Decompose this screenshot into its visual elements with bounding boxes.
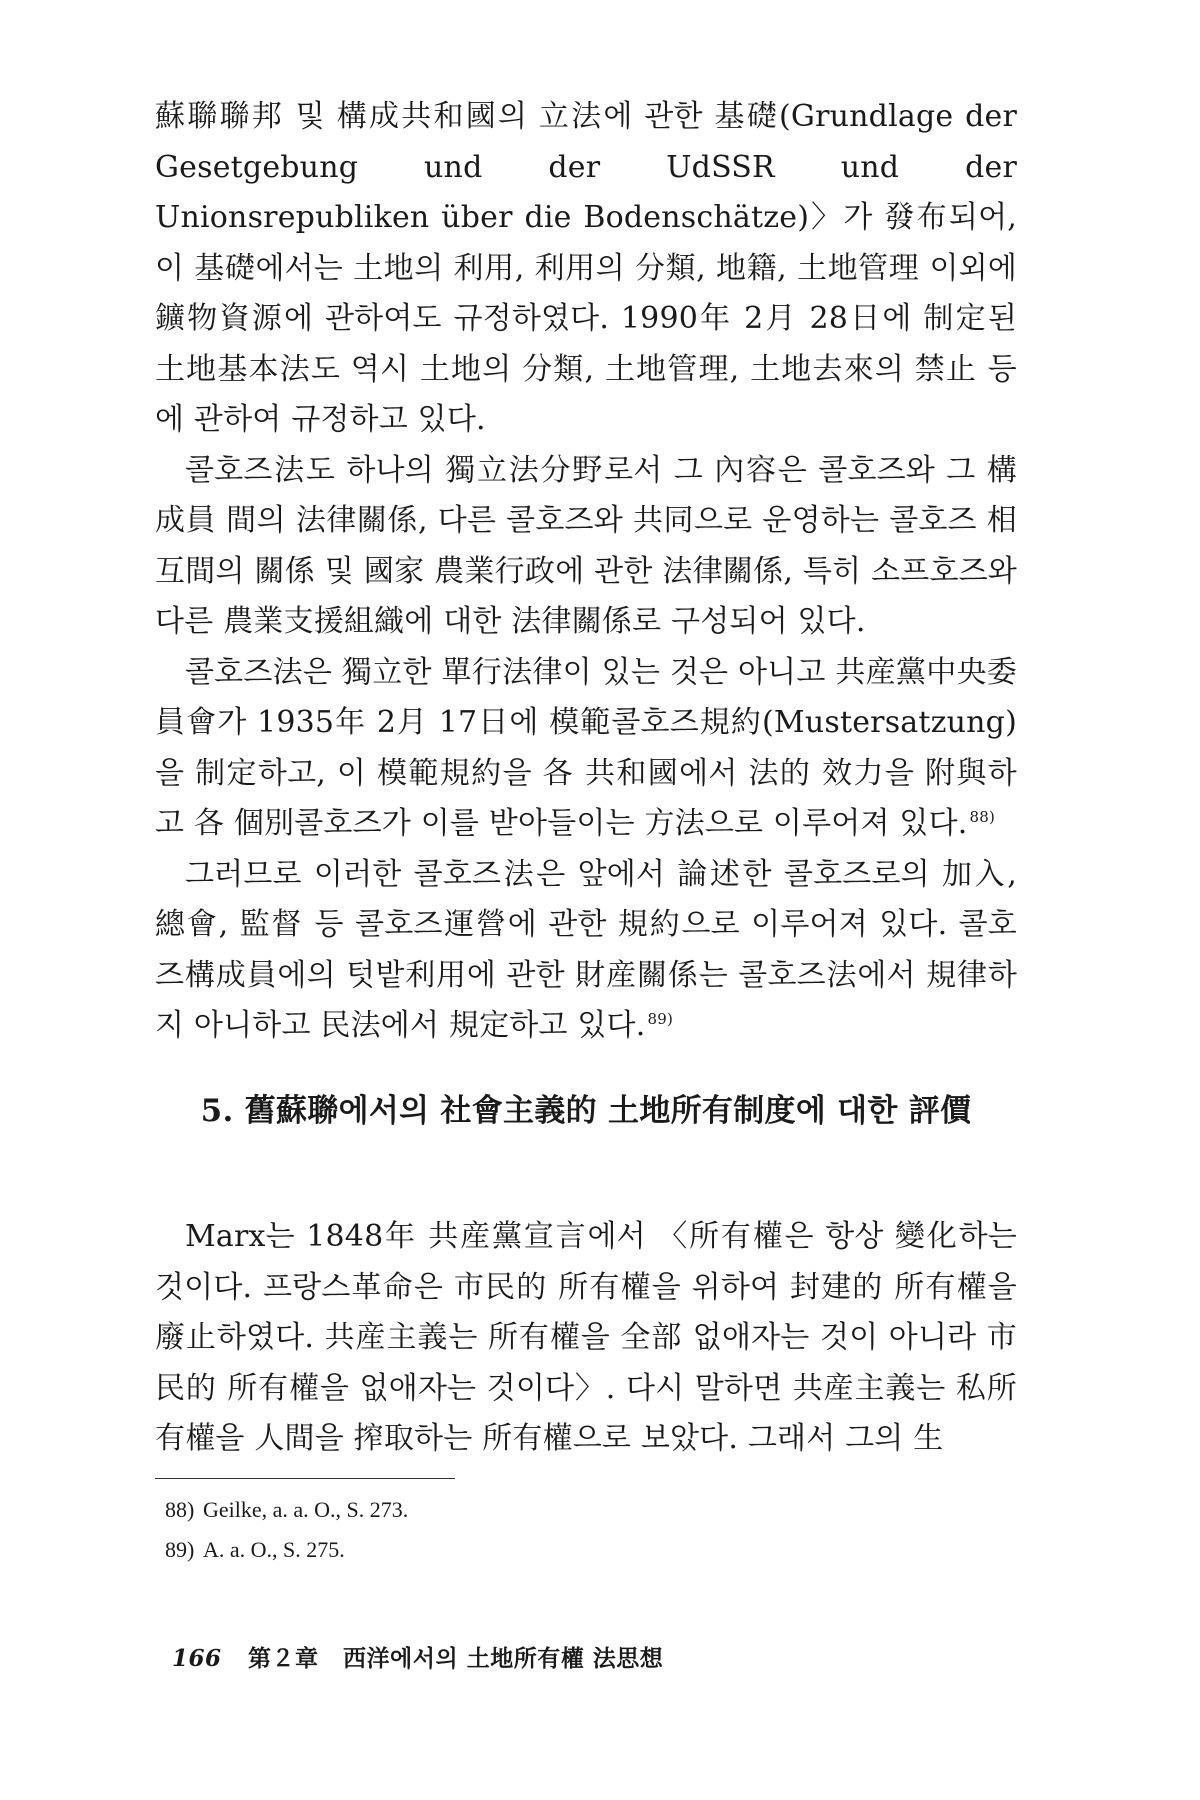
paragraph-3	[155, 648, 1017, 850]
upper-body-text	[155, 92, 1017, 1052]
footnote-text: A. a. O., S. 275.	[203, 1537, 345, 1562]
page-number: 166	[172, 1645, 222, 1672]
section-heading: 5. 舊蘇聯에서의 社會主義的 土地所有制度에 대한 評價	[200, 1093, 972, 1129]
paragraph-5: Marx는 1848年 共産黨宣言에서 〈所有權은 항상 變化하는 것이다. 프랑스革命은 市民的 所有權을 위하여 封建的 所有權을 廢止하였다. 共産主義는 所有權을 全部 없애자는 것이 아니라 市民的 所有權을 없애자는 것이다〉. 다시 말하면 共産主義는 私所有權을 人間을 搾取하는 所有權으로 보았다. 그래서 그의 生	[155, 1219, 1017, 1456]
paragraph-4-text: 그러므로 이러한 콜호즈法은 앞에서 論述한 콜호즈로의 加入, 總會, 監督 등 콜호즈運營에 관한 規約으로 이루어져 있다. 콜호즈構成員에의 텃밭利用에 관한 財産關係는 콜호즈法에서 規律하지 아니하고 民法에서 規定하고 있다.	[155, 856, 1017, 1043]
lower-body-text	[155, 1212, 1017, 1465]
footnote-number: 88)	[165, 1497, 195, 1522]
chapter-label: 第２章	[248, 1645, 319, 1672]
running-footer	[172, 1640, 663, 1673]
paragraph-4	[155, 850, 1017, 1052]
footnote-divider	[155, 1478, 455, 1479]
footnotes	[165, 1490, 408, 1570]
footnote-88	[165, 1490, 408, 1530]
paragraph-1: 蘇聯聯邦 및 構成共和國의 立法에 관한 基礎(Grundlage der Gesetgebung und der UdSSR und der Unionsrepubliken über die Bodenschätze)〉가 發布되어, 이 基礎에서는 土地의 利用, 利用의 分類, 地籍, 土地管理 이외에 鑛物資源에 관하여도 규정하였다. 1990年 2月 28日에 制定된 土地基本法도 역시 土地의 分類, 土地管理, 土地去來의 禁止 등에 관하여 규정하고 있다.	[155, 99, 1017, 437]
paragraph-3-text: 콜호즈法은 獨立한 單行法律이 있는 것은 아니고 共産黨中央委員會가 1935年 2月 17日에 模範콜호즈規約(Mustersatzung)을 制定하고, 이 模範規約을 各 共和國에서 法的 效力을 附與하고 各 個別콜호즈가 이를 받아들이는 方法으로 이루어져 있다.	[155, 654, 1017, 841]
chapter-title: 西洋에서의 土地所有權 法思想	[343, 1645, 664, 1672]
footnote-89	[165, 1530, 408, 1570]
footnote-number: 89)	[165, 1537, 195, 1562]
footnote-ref-88: 88)	[969, 808, 996, 826]
footnote-ref-89: 89)	[647, 1010, 674, 1028]
footnote-text: Geilke, a. a. O., S. 273.	[203, 1497, 409, 1522]
paragraph-2: 콜호즈法도 하나의 獨立法分野로서 그 內容은 콜호즈와 그 構成員 間의 法律關係, 다른 콜호즈와 共同으로 운영하는 콜호즈 相互間의 關係 및 國家 農業行政에 관한 法律關係, 특히 소프호즈와 다른 農業支援組織에 대한 法律關係로 구성되어 있다.	[155, 452, 1017, 639]
